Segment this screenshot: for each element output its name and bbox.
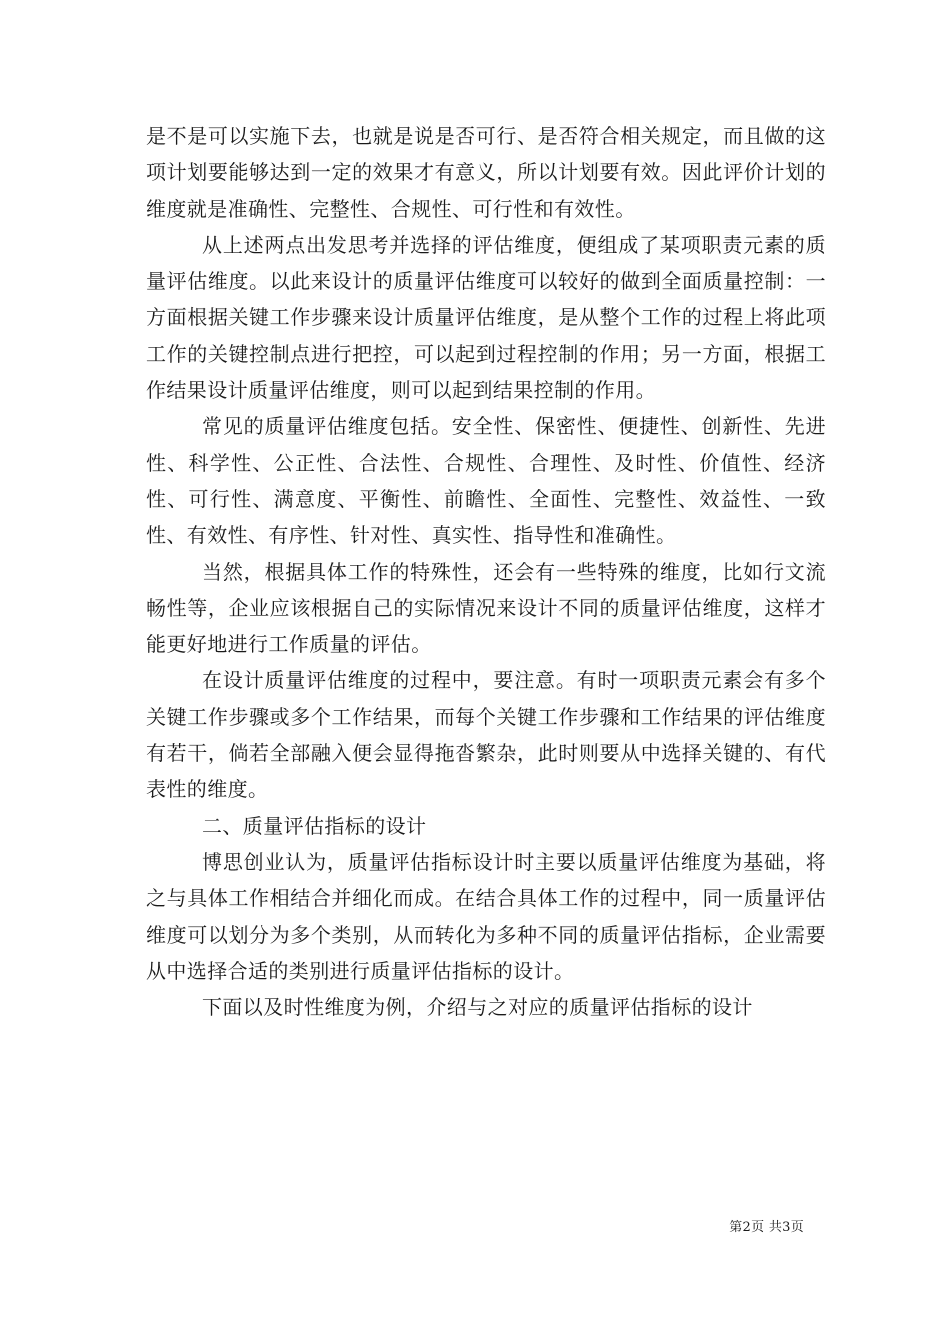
paragraph-4: 当然，根据具体工作的特殊性，还会有一些特殊的维度，比如行文流畅性等，企业应该根据自己的实际情况来设计不同的质量评估维度，这样才能更好地进行工作质量的评估。 bbox=[146, 559, 826, 657]
paragraph-1: 是不是可以实施下去，也就是说是否可行、是否符合相关规定，而且做的这项计划要能够达到一定的效果才有意义，所以计划要有效。因此评价计划的维度就是准确性、完整性、合规性、可行性和有效性。 bbox=[146, 124, 826, 221]
document-body bbox=[146, 118, 826, 1025]
paragraph-2: 从上述两点出发思考并选择的评估维度，便组成了某项职责元素的质量评估维度。以此来设计的质量评估维度可以较好的做到全面质量控制：一方面根据关键工作步骤来设计质量评估维度，是从整个工作的过程上将此项工作的关键控制点进行把控，可以起到过程控制的作用；另一方面，根据工作结果设计质量评估维度，则可以起到结果控制的作用。 bbox=[146, 232, 826, 403]
paragraph-5: 在设计质量评估维度的过程中，要注意。有时一项职责元素会有多个关键工作步骤或多个工作结果，而每个关键工作步骤和工作结果的评估维度有若干，倘若全部融入便会显得拖沓繁杂，此时则要从中选择关键的、有代表性的维度。 bbox=[146, 668, 826, 802]
paragraph-7: 博思创业认为，质量评估指标设计时主要以质量评估维度为基础，将之与具体工作相结合并细化而成。在结合具体工作的过程中，同一质量评估维度可以划分为多个类别，从而转化为多种不同的质量评估指标，企业需要从中选择合适的类别进行质量评估指标的设计。 bbox=[146, 849, 826, 983]
section-heading: 二、质量评估指标的设计 bbox=[202, 813, 427, 838]
paragraph-8: 下面以及时性维度为例，介绍与之对应的质量评估指标的设计 bbox=[202, 995, 753, 1020]
page-number-footer: 第2页 共3页 bbox=[729, 1220, 804, 1235]
paragraph-3: 常见的质量评估维度包括。安全性、保密性、便捷性、创新性、先进性、科学性、公正性、合法性、合规性、合理性、及时性、价值性、经济性、可行性、满意度、平衡性、前瞻性、全面性、完整性、效益性、一致性、有效性、有序性、针对性、真实性、指导性和准确性。 bbox=[146, 414, 826, 548]
